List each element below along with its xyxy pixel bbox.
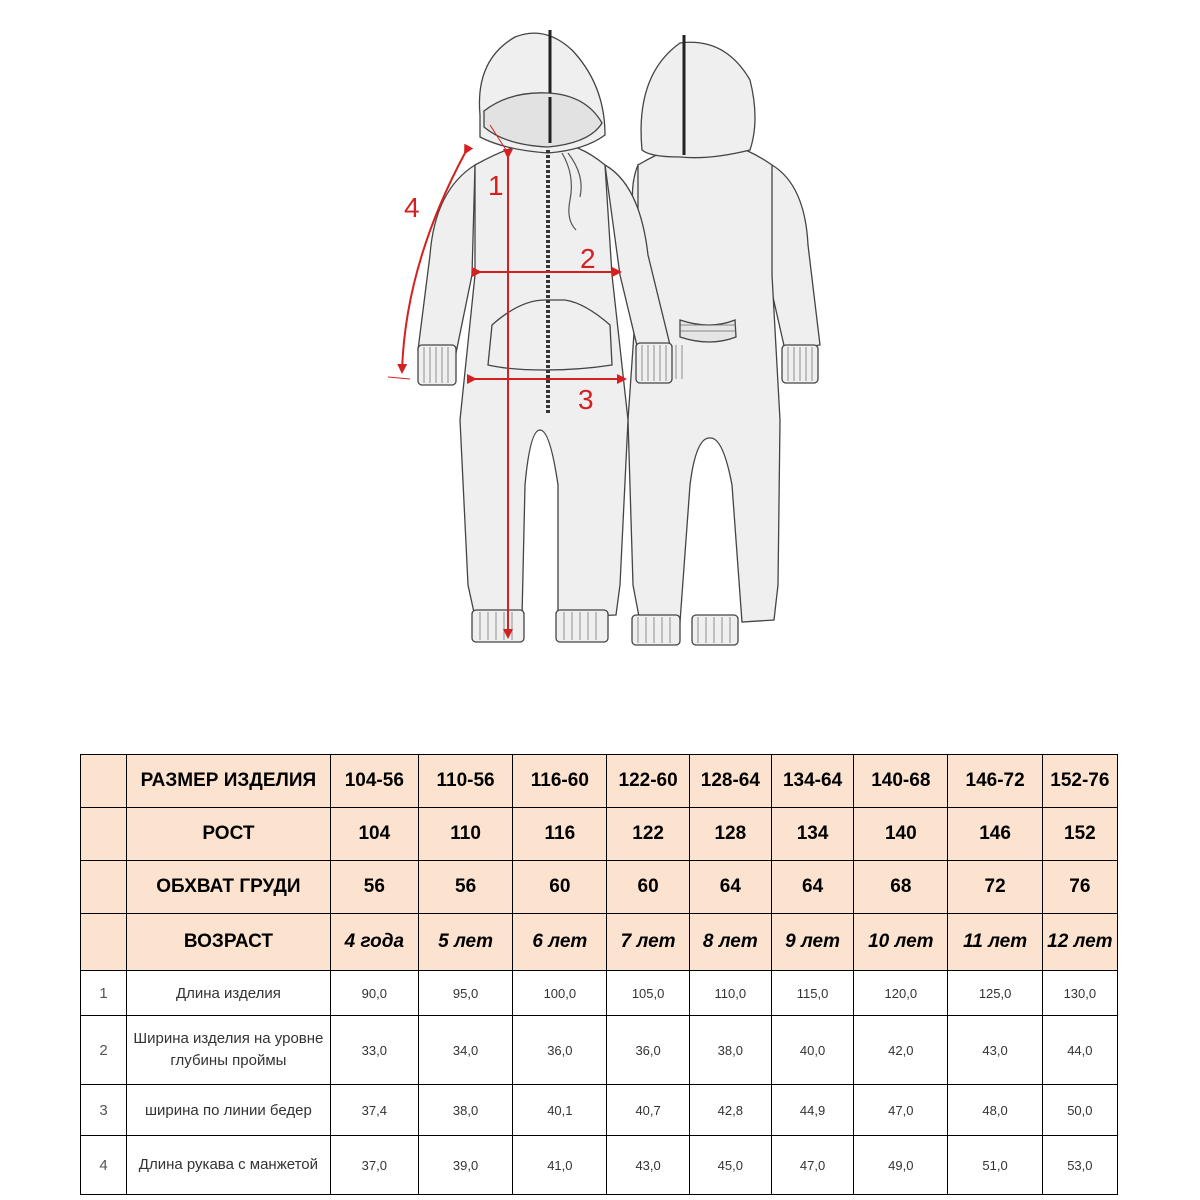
blank-cell	[81, 914, 127, 971]
size-cell: 104-56	[330, 755, 418, 808]
row-index: 3	[81, 1085, 127, 1136]
measure-cell: 33,0	[330, 1016, 418, 1085]
measure-cell: 90,0	[330, 971, 418, 1016]
measure-cell: 41,0	[513, 1136, 607, 1195]
measure-cell: 39,0	[418, 1136, 512, 1195]
measure-label-4: 4	[404, 192, 420, 223]
measure-label: Ширина изделия на уровне глубины проймы	[127, 1016, 331, 1085]
size-cell: 116-60	[513, 755, 607, 808]
blank-cell	[81, 808, 127, 861]
height-cell: 110	[418, 808, 512, 861]
age-cell: 10 лет	[854, 914, 948, 971]
measure-cell: 49,0	[854, 1136, 948, 1195]
size-cell: 146-72	[948, 755, 1042, 808]
height-cell: 128	[689, 808, 771, 861]
measure-label-1: 1	[488, 170, 504, 201]
chest-cell: 72	[948, 861, 1042, 914]
chest-cell: 64	[771, 861, 853, 914]
measure-cell: 37,0	[330, 1136, 418, 1195]
measure-cell: 36,0	[513, 1016, 607, 1085]
measure-cell: 40,0	[771, 1016, 853, 1085]
age-row	[81, 914, 1118, 971]
size-cell: 140-68	[854, 755, 948, 808]
measure-cell: 130,0	[1042, 971, 1117, 1016]
chest-cell: 60	[513, 861, 607, 914]
measure-cell: 43,0	[607, 1136, 689, 1195]
height-cell: 146	[948, 808, 1042, 861]
row-label: РОСТ	[127, 808, 331, 861]
measure-cell: 51,0	[948, 1136, 1042, 1195]
height-cell: 134	[771, 808, 853, 861]
height-cell: 122	[607, 808, 689, 861]
measure-cell: 45,0	[689, 1136, 771, 1195]
age-cell: 12 лет	[1042, 914, 1117, 971]
height-cell: 152	[1042, 808, 1117, 861]
age-cell: 11 лет	[948, 914, 1042, 971]
age-cell: 7 лет	[607, 914, 689, 971]
chest-cell: 68	[854, 861, 948, 914]
row-label: ВОЗРАСТ	[127, 914, 331, 971]
measure-cell: 100,0	[513, 971, 607, 1016]
measure-cell: 44,9	[771, 1085, 853, 1136]
blank-cell	[81, 861, 127, 914]
chest-cell: 56	[330, 861, 418, 914]
measure-cell: 40,1	[513, 1085, 607, 1136]
measure-cell: 47,0	[771, 1136, 853, 1195]
measure-cell: 36,0	[607, 1016, 689, 1085]
measure-cell: 38,0	[689, 1016, 771, 1085]
row-label: РАЗМЕР ИЗДЕЛИЯ	[127, 755, 331, 808]
measure-row-4	[81, 1136, 1118, 1195]
measure-cell: 37,4	[330, 1085, 418, 1136]
measure-cell: 115,0	[771, 971, 853, 1016]
age-cell: 4 года	[330, 914, 418, 971]
size-chart-table	[80, 754, 1118, 1195]
measure-cell: 42,8	[689, 1085, 771, 1136]
size-header-row	[81, 755, 1118, 808]
row-index: 1	[81, 971, 127, 1016]
measure-cell: 40,7	[607, 1085, 689, 1136]
chest-cell: 60	[607, 861, 689, 914]
row-index: 4	[81, 1136, 127, 1195]
measure-cell: 38,0	[418, 1085, 512, 1136]
measure-cell: 105,0	[607, 971, 689, 1016]
measure-cell: 50,0	[1042, 1085, 1117, 1136]
chest-cell: 76	[1042, 861, 1117, 914]
measure-row-3	[81, 1085, 1118, 1136]
jumpsuit-measurement-figure	[380, 25, 840, 655]
height-cell: 104	[330, 808, 418, 861]
measure-cell: 53,0	[1042, 1136, 1117, 1195]
age-cell: 9 лет	[771, 914, 853, 971]
measure-cell: 42,0	[854, 1016, 948, 1085]
measure-cell: 47,0	[854, 1085, 948, 1136]
chest-row	[81, 861, 1118, 914]
age-cell: 8 лет	[689, 914, 771, 971]
measure-label-2: 2	[580, 243, 596, 274]
measure-label: Длина изделия	[127, 971, 331, 1016]
height-cell: 116	[513, 808, 607, 861]
row-label: ОБХВАТ ГРУДИ	[127, 861, 331, 914]
measure-row-2	[81, 1016, 1118, 1085]
size-cell: 152-76	[1042, 755, 1117, 808]
chest-cell: 56	[418, 861, 512, 914]
measure-cell: 110,0	[689, 971, 771, 1016]
size-cell: 134-64	[771, 755, 853, 808]
measure-cell: 125,0	[948, 971, 1042, 1016]
measure-label-3: 3	[578, 384, 594, 415]
jumpsuit-drawing	[380, 25, 840, 655]
measure-label: Длина рукава с манжетой	[127, 1136, 331, 1195]
measure-cell: 44,0	[1042, 1016, 1117, 1085]
measure-cell: 95,0	[418, 971, 512, 1016]
row-index: 2	[81, 1016, 127, 1085]
age-cell: 6 лет	[513, 914, 607, 971]
age-cell: 5 лет	[418, 914, 512, 971]
size-cell: 122-60	[607, 755, 689, 808]
height-cell: 140	[854, 808, 948, 861]
height-row	[81, 808, 1118, 861]
chest-cell: 64	[689, 861, 771, 914]
blank-cell	[81, 755, 127, 808]
measure-cell: 120,0	[854, 971, 948, 1016]
size-cell: 110-56	[418, 755, 512, 808]
size-cell: 128-64	[689, 755, 771, 808]
measure-cell: 34,0	[418, 1016, 512, 1085]
measure-label: ширина по линии бедер	[127, 1085, 331, 1136]
measure-cell: 43,0	[948, 1016, 1042, 1085]
measure-row-1	[81, 971, 1118, 1016]
measure-cell: 48,0	[948, 1085, 1042, 1136]
